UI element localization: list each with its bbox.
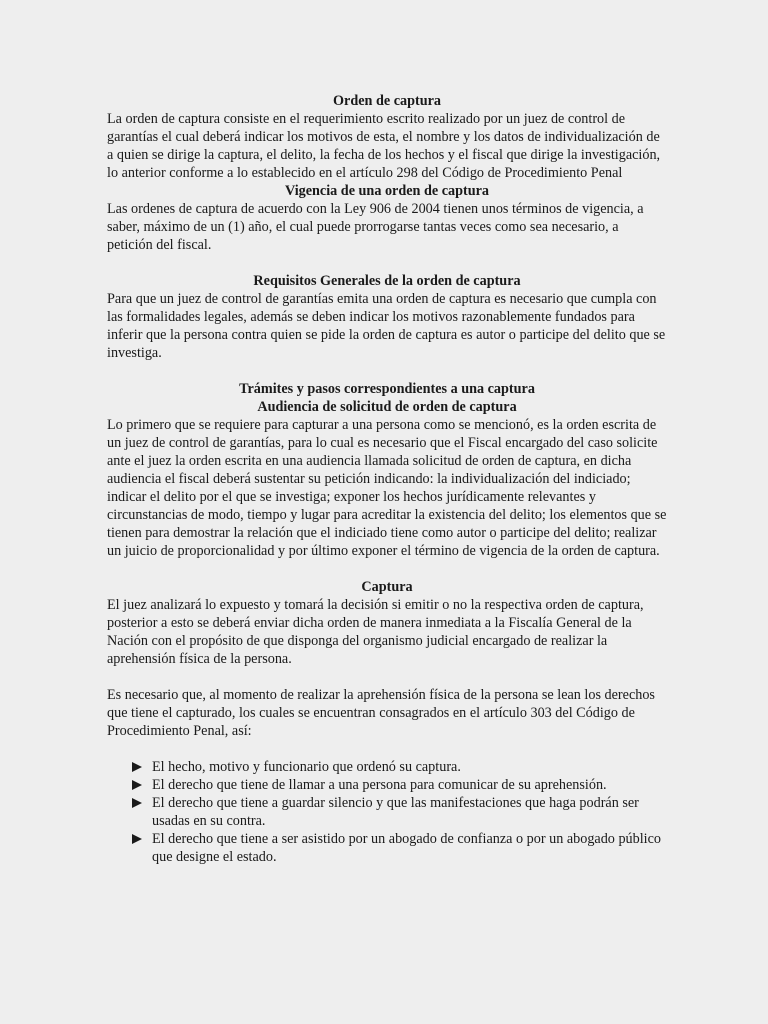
paragraph-captura-derechos: Es necesario que, al momento de realizar la aprehensión física de la persona se lean los derechos que tiene el capturado, los cuales se encuentran consagrados en el artículo 303 del Código de Procedimiento Penal, así: <box>107 687 655 739</box>
arrow-bullet-icon <box>132 762 142 772</box>
arrow-bullet-icon <box>132 780 142 790</box>
list-item <box>132 794 667 830</box>
paragraph-captura-decision: El juez analizará lo expuesto y tomará la decisión si emitir o no la respectiva orden de captura, posterior a esto se deberá enviar dicha orden de manera inmediata a la Fiscalía General de la Nación con el propósito de que disponga del organismo judicial encargado de realizar la aprehensión física de la persona. <box>107 597 644 667</box>
rights-list <box>107 758 667 866</box>
arrow-bullet-icon <box>132 834 142 844</box>
section-heading-tramites: Trámites y pasos correspondientes a una captura <box>239 381 535 397</box>
list-item-text: El derecho que tiene de llamar a una persona para comunicar de su aprehensión. <box>152 777 607 793</box>
section-heading-vigencia: Vigencia de una orden de captura <box>284 183 489 199</box>
list-item-text: El hecho, motivo y funcionario que ordenó su captura. <box>152 759 461 775</box>
list-item <box>132 830 667 866</box>
list-item <box>132 758 667 776</box>
paragraph-requisitos: Para que un juez de control de garantías emita una orden de captura es necesario que cumpla con las formalidades legales, además se deben indicar los motivos razonablemente fundados para inferir que la persona contra quien se pide la orden de captura es autor o participe del delito que se investiga. <box>107 291 666 361</box>
blank-line <box>107 254 667 272</box>
paragraph-vigencia: Las ordenes de captura de acuerdo con la Ley 906 de 2004 tienen unos términos de vigencia, a saber, máximo de un (1) año, el cual puede prorrogarse tantas veces como sea necesario, a petición del fiscal. <box>107 201 644 253</box>
blank-line <box>107 668 667 686</box>
paragraph-audiencia: Lo primero que se requiere para capturar a una persona como se mencionó, es la orden escrita de un juez de control de garantías, para lo cual es necesario que el Fiscal encargado del caso solicite ante el juez la orden escrita en una audiencia llamada solicitud de orden de captura, en dicha audiencia el fiscal deberá sustentar su petición indicando: la individualización del indiciado; indicar el delito por el que se investiga; exponer los hechos jurídicamente relevantes y circunstancias de modo, tiempo y lugar para acreditar la existencia del delito; los elementos que se tienen para demostrar la relación que el indiciado tiene como autor o participe del delito; realizar un juicio de proporcionalidad y por último exponer el término de vigencia de la orden de captura. <box>107 417 667 559</box>
section-heading-captura: Captura <box>361 579 413 595</box>
list-item <box>132 776 667 794</box>
list-item-text: El derecho que tiene a guardar silencio y que las manifestaciones que haga podrán ser usadas en su contra. <box>152 795 639 829</box>
paragraph-orden-de-captura: La orden de captura consiste en el requerimiento escrito realizado por un juez de control de garantías el cual deberá indicar los motivos de esta, el nombre y los datos de individualización de a quien se dirige la captura, el delito, la fecha de los hechos y el fiscal que dirige la investigación, lo anterior conforme a lo establecido en el artículo 298 del Código de Procedimiento Penal <box>107 111 661 181</box>
blank-line <box>107 560 667 578</box>
section-heading-orden-de-captura: Orden de captura <box>333 93 441 109</box>
document-body <box>107 92 667 866</box>
section-subheading-audiencia: Audiencia de solicitud de orden de captura <box>257 399 517 415</box>
section-heading-requisitos: Requisitos Generales de la orden de captura <box>253 273 521 289</box>
list-item-text: El derecho que tiene a ser asistido por un abogado de confianza o por un abogado público que designe el estado. <box>152 831 662 865</box>
arrow-bullet-icon <box>132 798 142 808</box>
blank-line <box>107 362 667 380</box>
